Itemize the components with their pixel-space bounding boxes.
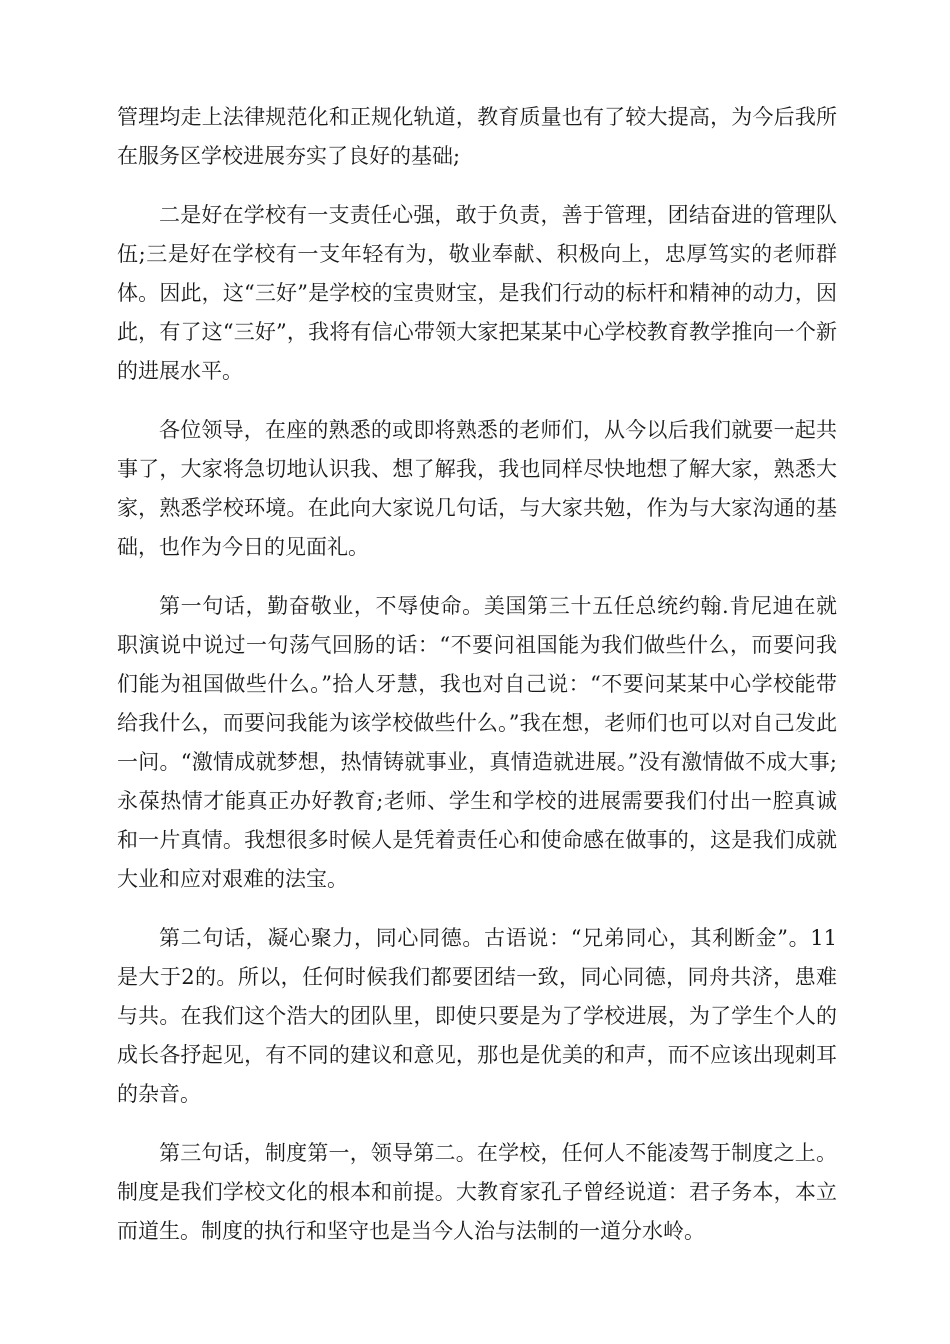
paragraph-4: 第一句话，勤奋敬业，不辱使命。美国第三十五任总统约翰.肯尼迪在就职演说中说过一句荡气回肠的话：“不要问祖国能为我们做些什么，而要问我们能为祖国做些什么。”拾人牙慧，我也对自己说：“不要问某某中心学校能带给我什么，而要问我能为该学校做些什么。”我在想，老师们也可以对自己发此一问。“激情成就梦想，热情铸就事业，真情造就进展。”没有激情做不成大事;永葆热情才能真正办好教育;老师、学生和学校的进展需要我们付出一腔真诚和一片真情。我想很多时候人是凭着责任心和使命感在做事的，这是我们成就大业和应对艰难的法宝。 <box>117 594 837 891</box>
paragraph-5: 第二句话，凝心聚力，同心同德。古语说：“兄弟同心，其利断金”。11是大于2的。所以，任何时候我们都要团结一致，同心同德，同舟共济，患难与共。在我们这个浩大的团队里，即使只要是为了学校进展，为了学生个人的成长各抒起见，有不同的建议和意见，那也是优美的和声，而不应该出现刺耳的杂音。 <box>117 926 837 1106</box>
paragraph-3: 各位领导，在座的熟悉的或即将熟悉的老师们，从今以后我们就要一起共事了，大家将急切地认识我、想了解我，我也同样尽快地想了解大家，熟悉大家，熟悉学校环境。在此向大家说几句话，与大家共勉，作为与大家沟通的基础，也作为今日的见面礼。 <box>117 418 837 559</box>
paragraph-6: 第三句话，制度第一，领导第二。在学校，任何人不能凌驾于制度之上。制度是我们学校文化的根本和前提。大教育家孔子曾经说道：君子务本，本立而道生。制度的执行和坚守也是当今人治与法制的一道分水岭。 <box>117 1141 837 1243</box>
paragraph-2: 二是好在学校有一支责任心强，敢于负责，善于管理，团结奋进的管理队伍;三是好在学校有一支年轻有为，敬业奉献、积极向上，忠厚笃实的老师群体。因此，这“三好”是学校的宝贵财宝，是我们行动的标杆和精神的动力，因此，有了这“三好”，我将有信心带领大家把某某中心学校教育教学推向一个新的进展水平。 <box>117 203 837 383</box>
document-body <box>117 98 837 1271</box>
paragraph-1: 管理均走上法律规范化和正规化轨道，教育质量也有了较大提高，为今后我所在服务区学校进展夯实了良好的基础; <box>117 105 837 168</box>
